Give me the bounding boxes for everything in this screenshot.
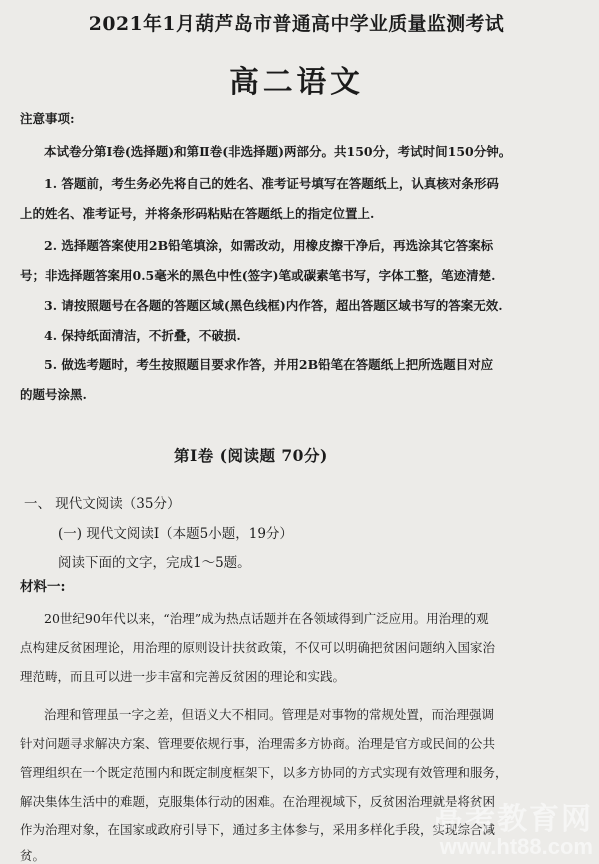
paragraph-line: 20世纪90年代以来，“治理”成为热点话题并在各领域得到广泛应用。用治理的观	[44, 611, 489, 626]
watermark	[433, 794, 593, 860]
paragraph-line: 管理组织在一个既定范围内和既定制度框架下，以多方协同的方式实现有效管理和服务，	[20, 765, 508, 780]
instruction-text: 阅读下面的文字，完成1～5题。	[58, 555, 251, 571]
subject-title: 高二语文	[229, 65, 364, 100]
notice-line: 本试卷分第Ⅰ卷(选择题)和第Ⅱ卷(非选择题)两部分。共150分，考试时间150分钟。	[44, 144, 512, 159]
section-heading: 一、 现代文阅读（35分）	[24, 496, 181, 512]
paragraph-line: 解决集体生活中的难题，克服集体行动的困难。在治理视域下，反贫困治理就是将贫困	[20, 794, 496, 809]
notice-line: 5. 做选考题时，考生按照题目要求作答，并用2B铅笔在答题纸上把所选题目对应	[44, 357, 494, 372]
material-label: 材料一:	[20, 579, 66, 595]
notice-line: 号；非选择题答案用0.5毫米的黑色中性(签字)笔或碳素笔书写，字体工整，笔迹清楚.	[20, 268, 496, 283]
notice-line: 1. 答题前，考生务必先将自己的姓名、准考证号填写在答题纸上，认真核对条形码	[44, 176, 499, 191]
subsection-heading: (一) 现代文阅读Ⅰ（本题5小题，19分）	[58, 526, 293, 542]
paragraph-line: 作为治理对象，在国家或政府引导下，通过多主体参与，采用多样化手段，实现综合减	[20, 822, 496, 837]
part1-heading: 第Ⅰ卷 (阅读题 70分)	[174, 446, 328, 465]
paragraph-line: 治理和管理虽一字之差，但语义大不相同。管理是对事物的常规处置，而治理强调	[44, 707, 495, 722]
exam-title: 2021年1月葫芦岛市普通高中学业质量监测考试	[88, 13, 505, 35]
paragraph-line: 点构建反贫困理论，用治理的原则设计扶贫政策，不仅可以明确把贫困问题纳入国家治	[20, 640, 496, 655]
paragraph-line: 理范畴，而且可以进一步丰富和完善反贫困的理论和实践。	[20, 669, 346, 684]
notice-line: 上的姓名、准考证号，并将条形码粘贴在答题纸上的指定位置上.	[20, 206, 375, 221]
notice-line: 2. 选择题答案使用2B铅笔填涂，如需改动，用橡皮擦干净后，再选涂其它答案标	[44, 238, 494, 253]
notice-heading: 注意事项:	[20, 111, 75, 126]
watermark-url: www.ht88.com	[439, 834, 593, 859]
notice-line: 3. 请按照题号在各题的答题区域(黑色线框)内作答，超出答题区域书写的答案无效.	[44, 298, 503, 313]
notice-line: 4. 保持纸面清洁，不折叠，不破损.	[44, 328, 241, 343]
notice-line: 的题号涂黑.	[20, 387, 87, 402]
watermark-logo: 高考教育网	[433, 803, 593, 836]
paragraph-line: 针对问题寻求解决方案、管理要依规行事，治理需多方协商。治理是官方或民间的公共	[20, 736, 496, 751]
paragraph-line: 贫。	[20, 848, 46, 863]
